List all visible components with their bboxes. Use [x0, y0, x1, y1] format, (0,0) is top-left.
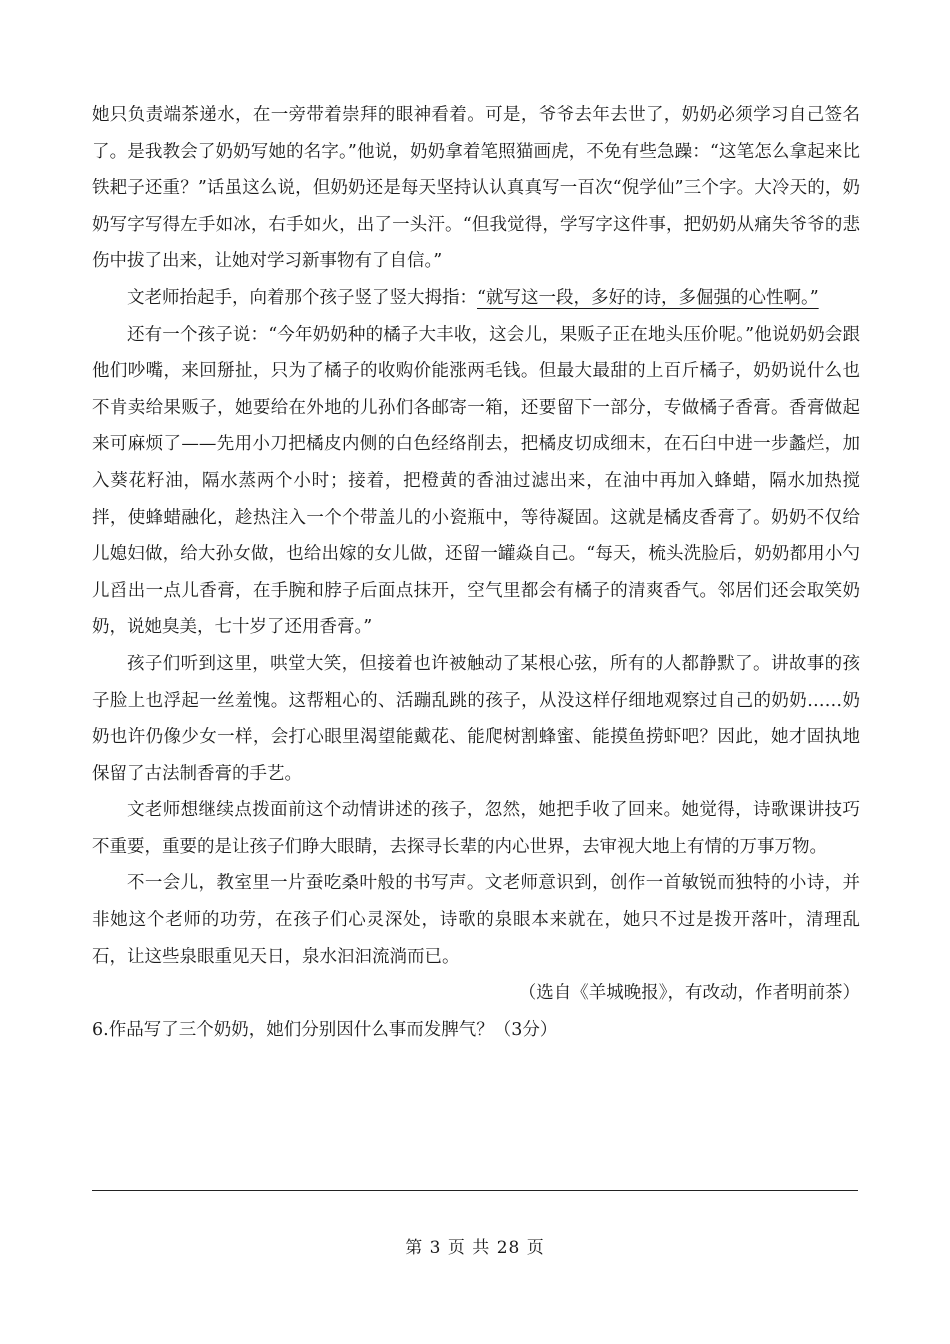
paragraph-teacher-praise: [92, 280, 860, 317]
underlined-quote: “就写这一段，多好的诗，多倔强的心性啊。”: [477, 287, 819, 308]
teacher-praise-lead: 文老师抬起手，向着那个孩子竖了竖大拇指：: [127, 287, 477, 308]
question-6: 6.作品写了三个奶奶，她们分别因什么事而发脾气？（3分）: [92, 1019, 558, 1040]
page-footer: 第 3 页 共 28 页: [405, 1238, 545, 1258]
paragraph-teacher-reflection: 文老师想继续点拨面前这个动情讲述的孩子，忽然，她把手收了回来。她觉得，诗歌课讲技巧不重要，重要的是让孩子们睁大眼睛，去探寻长辈的内心世界，去审视大地上有情的万事万物。: [92, 800, 860, 857]
paragraph-grandma-signature: 她只负责端茶递水，在一旁带着崇拜的眼神看着。可是，爷爷去年去世了，奶奶必须学习自己签名了。是我教会了奶奶写她的名字。”他说，奶奶拿着笔照猫画虎，不免有些急躁：“这笔怎么拿起来比铁耙子还重？”话虽这么说，但奶奶还是每天坚持认认真真写一百次“倪学仙”三个字。大冷天的，奶奶写字写得左手如冰，右手如火，出了一头汗。“但我觉得，学写字这件事，把奶奶从痛失爷爷的悲伤中拔了出来，让她对学习新事物有了自信。”: [92, 105, 860, 272]
article-body: [92, 97, 860, 1048]
paragraph-orange-paste: 还有一个孩子说：“今年奶奶种的橘子大丰收，这会儿，果贩子正在地头压价呢。”他说奶奶会跟他们吵嘴，来回掰扯，只为了橘子的收购价能涨两毛钱。但最大最甜的上百斤橘子，奶奶说什么也不肯卖给果贩子，她要给在外地的儿孙们各邮寄一箱，还要留下一部分，专做橘子香膏。香膏做起来可麻烦了——先用小刀把橘皮内侧的白色经络削去，把橘皮切成细末，在石臼中进一步蠡烂，加入葵花籽油，隔水蒸两个小时；接着，把橙黄的香油过滤出来，在油中再加入蜂蜡，隔水加热搅拌，使蜂蜡融化，趁热注入一个个带盖儿的小瓷瓶中，等待凝固。这就是橘皮香膏了。奶奶不仅给儿媳妇做，给大孙女做，也给出嫁的女儿做，还留一罐焱自己。“每天，梳头洗脸后，奶奶都用小勺儿舀出一点儿香膏，在手腕和脖子后面点抹开，空气里都会有橘子的清爽香气。邻居们还会取笑奶奶，说她臭美，七十岁了还用香膏。”: [92, 324, 860, 638]
paragraph-children-silence: 孩子们听到这里，哄堂大笑，但接着也许被触动了某根心弦，所有的人都静默了。讲故事的孩子脸上也浮起一丝羞愧。这帮粗心的、活蹦乱跳的孩子，从没这样仔细地观察过自己的奶奶……奶奶也许仍像少女一样，会打心眼里渴望能戴花、能爬树割蜂蜜、能摸鱼捞虾吧？因此，她才固执地保留了古法制香膏的手艺。: [92, 653, 860, 784]
paragraph-writing-sound: 不一会儿，教室里一片蚕吃桑叶般的书写声。文老师意识到，创作一首敏锐而独特的小诗，并非她这个老师的功劳，在孩子们心灵深处，诗歌的泉眼本来就在，她只不过是拨开落叶，清理乱石，让这些泉眼重见天日，泉水汩汩流淌而已。: [92, 873, 860, 967]
answer-line[interactable]: [92, 1190, 858, 1191]
article-source: （选自《羊城晚报》，有改动，作者明前茶）: [518, 983, 860, 1004]
